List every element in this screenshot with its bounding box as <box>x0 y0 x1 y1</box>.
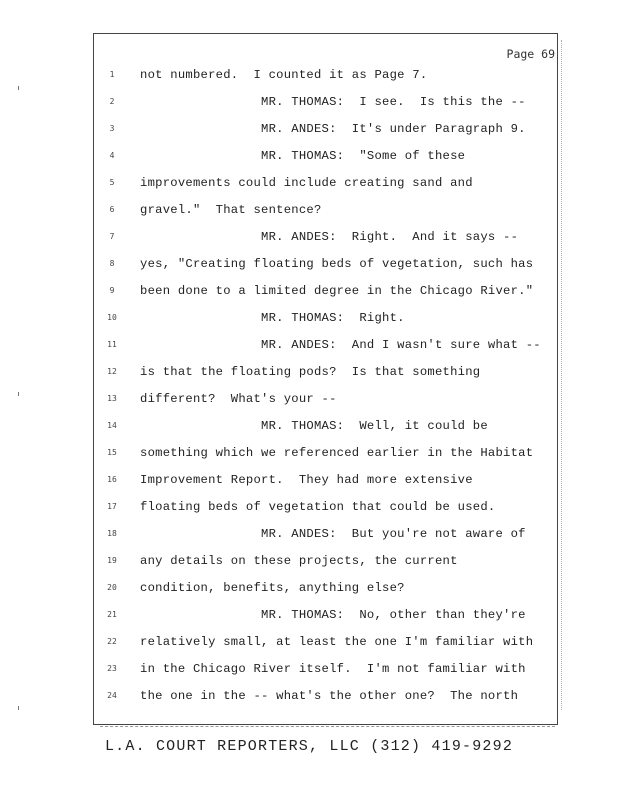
line-number: 16 <box>107 475 117 484</box>
line-number: 7 <box>109 232 115 241</box>
transcript-line: been done to a limited degree in the Chicago River." <box>140 284 534 298</box>
line-number: 18 <box>107 529 117 538</box>
line-number: 1 <box>109 70 115 79</box>
transcript-line: MR. THOMAS: Well, it could be <box>140 419 488 433</box>
line-number: 15 <box>107 448 117 457</box>
line-number: 2 <box>109 97 115 106</box>
transcript-line: something which we referenced earlier in the Habitat <box>140 446 534 460</box>
line-number: 22 <box>107 637 117 646</box>
line-number: 19 <box>107 556 117 565</box>
transcript-line: condition, benefits, anything else? <box>140 581 405 595</box>
transcript-line: improvements could include creating sand and <box>140 176 473 190</box>
line-number: 9 <box>109 286 115 295</box>
line-number: 20 <box>107 583 117 592</box>
footer-reporter-info: L.A. COURT REPORTERS, LLC (312) 419-9292 <box>104 738 514 755</box>
transcript-line: yes, "Creating floating beds of vegetation, such has <box>140 257 534 271</box>
line-number: 11 <box>107 340 117 349</box>
transcript-line: MR. ANDES: Right. And it says -- <box>140 230 519 244</box>
transcript-line: MR. THOMAS: "Some of these <box>140 149 466 163</box>
line-number: 3 <box>109 124 115 133</box>
transcript-line: in the Chicago River itself. I'm not familiar with <box>140 662 526 676</box>
transcript-line: gravel." That sentence? <box>140 203 322 217</box>
transcript-line: not numbered. I counted it as Page 7. <box>140 68 428 82</box>
page-number: Page 69 <box>506 47 555 61</box>
line-number: 8 <box>109 259 115 268</box>
transcript-line: relatively small, at least the one I'm familiar with <box>140 635 534 649</box>
line-number: 17 <box>107 502 117 511</box>
line-number: 23 <box>107 664 117 673</box>
line-number: 10 <box>107 313 117 322</box>
transcript-line: MR. ANDES: But you're not aware of <box>140 527 526 541</box>
transcript-line: MR. THOMAS: Right. <box>140 311 405 325</box>
transcript-line: the one in the -- what's the other one? The north <box>140 689 519 703</box>
transcript-line: Improvement Report. They had more extensive <box>140 473 473 487</box>
line-number: 24 <box>107 691 117 700</box>
line-number: 12 <box>107 367 117 376</box>
line-number: 5 <box>109 178 115 187</box>
transcript-line: floating beds of vegetation that could be used. <box>140 500 496 514</box>
line-number: 21 <box>107 610 117 619</box>
transcript-line: any details on these projects, the current <box>140 554 458 568</box>
transcript-line: MR. THOMAS: I see. Is this the -- <box>140 95 526 109</box>
transcript-line: MR. ANDES: It's under Paragraph 9. <box>140 122 526 136</box>
line-number: 4 <box>109 151 115 160</box>
transcript-line: is that the floating pods? Is that something <box>140 365 481 379</box>
line-number: 14 <box>107 421 117 430</box>
line-number: 6 <box>109 205 115 214</box>
transcript-line: MR. THOMAS: No, other than they're <box>140 608 526 622</box>
transcript-line: different? What's your -- <box>140 392 337 406</box>
line-number: 13 <box>107 394 117 403</box>
transcript-line: MR. ANDES: And I wasn't sure what -- <box>140 338 541 352</box>
